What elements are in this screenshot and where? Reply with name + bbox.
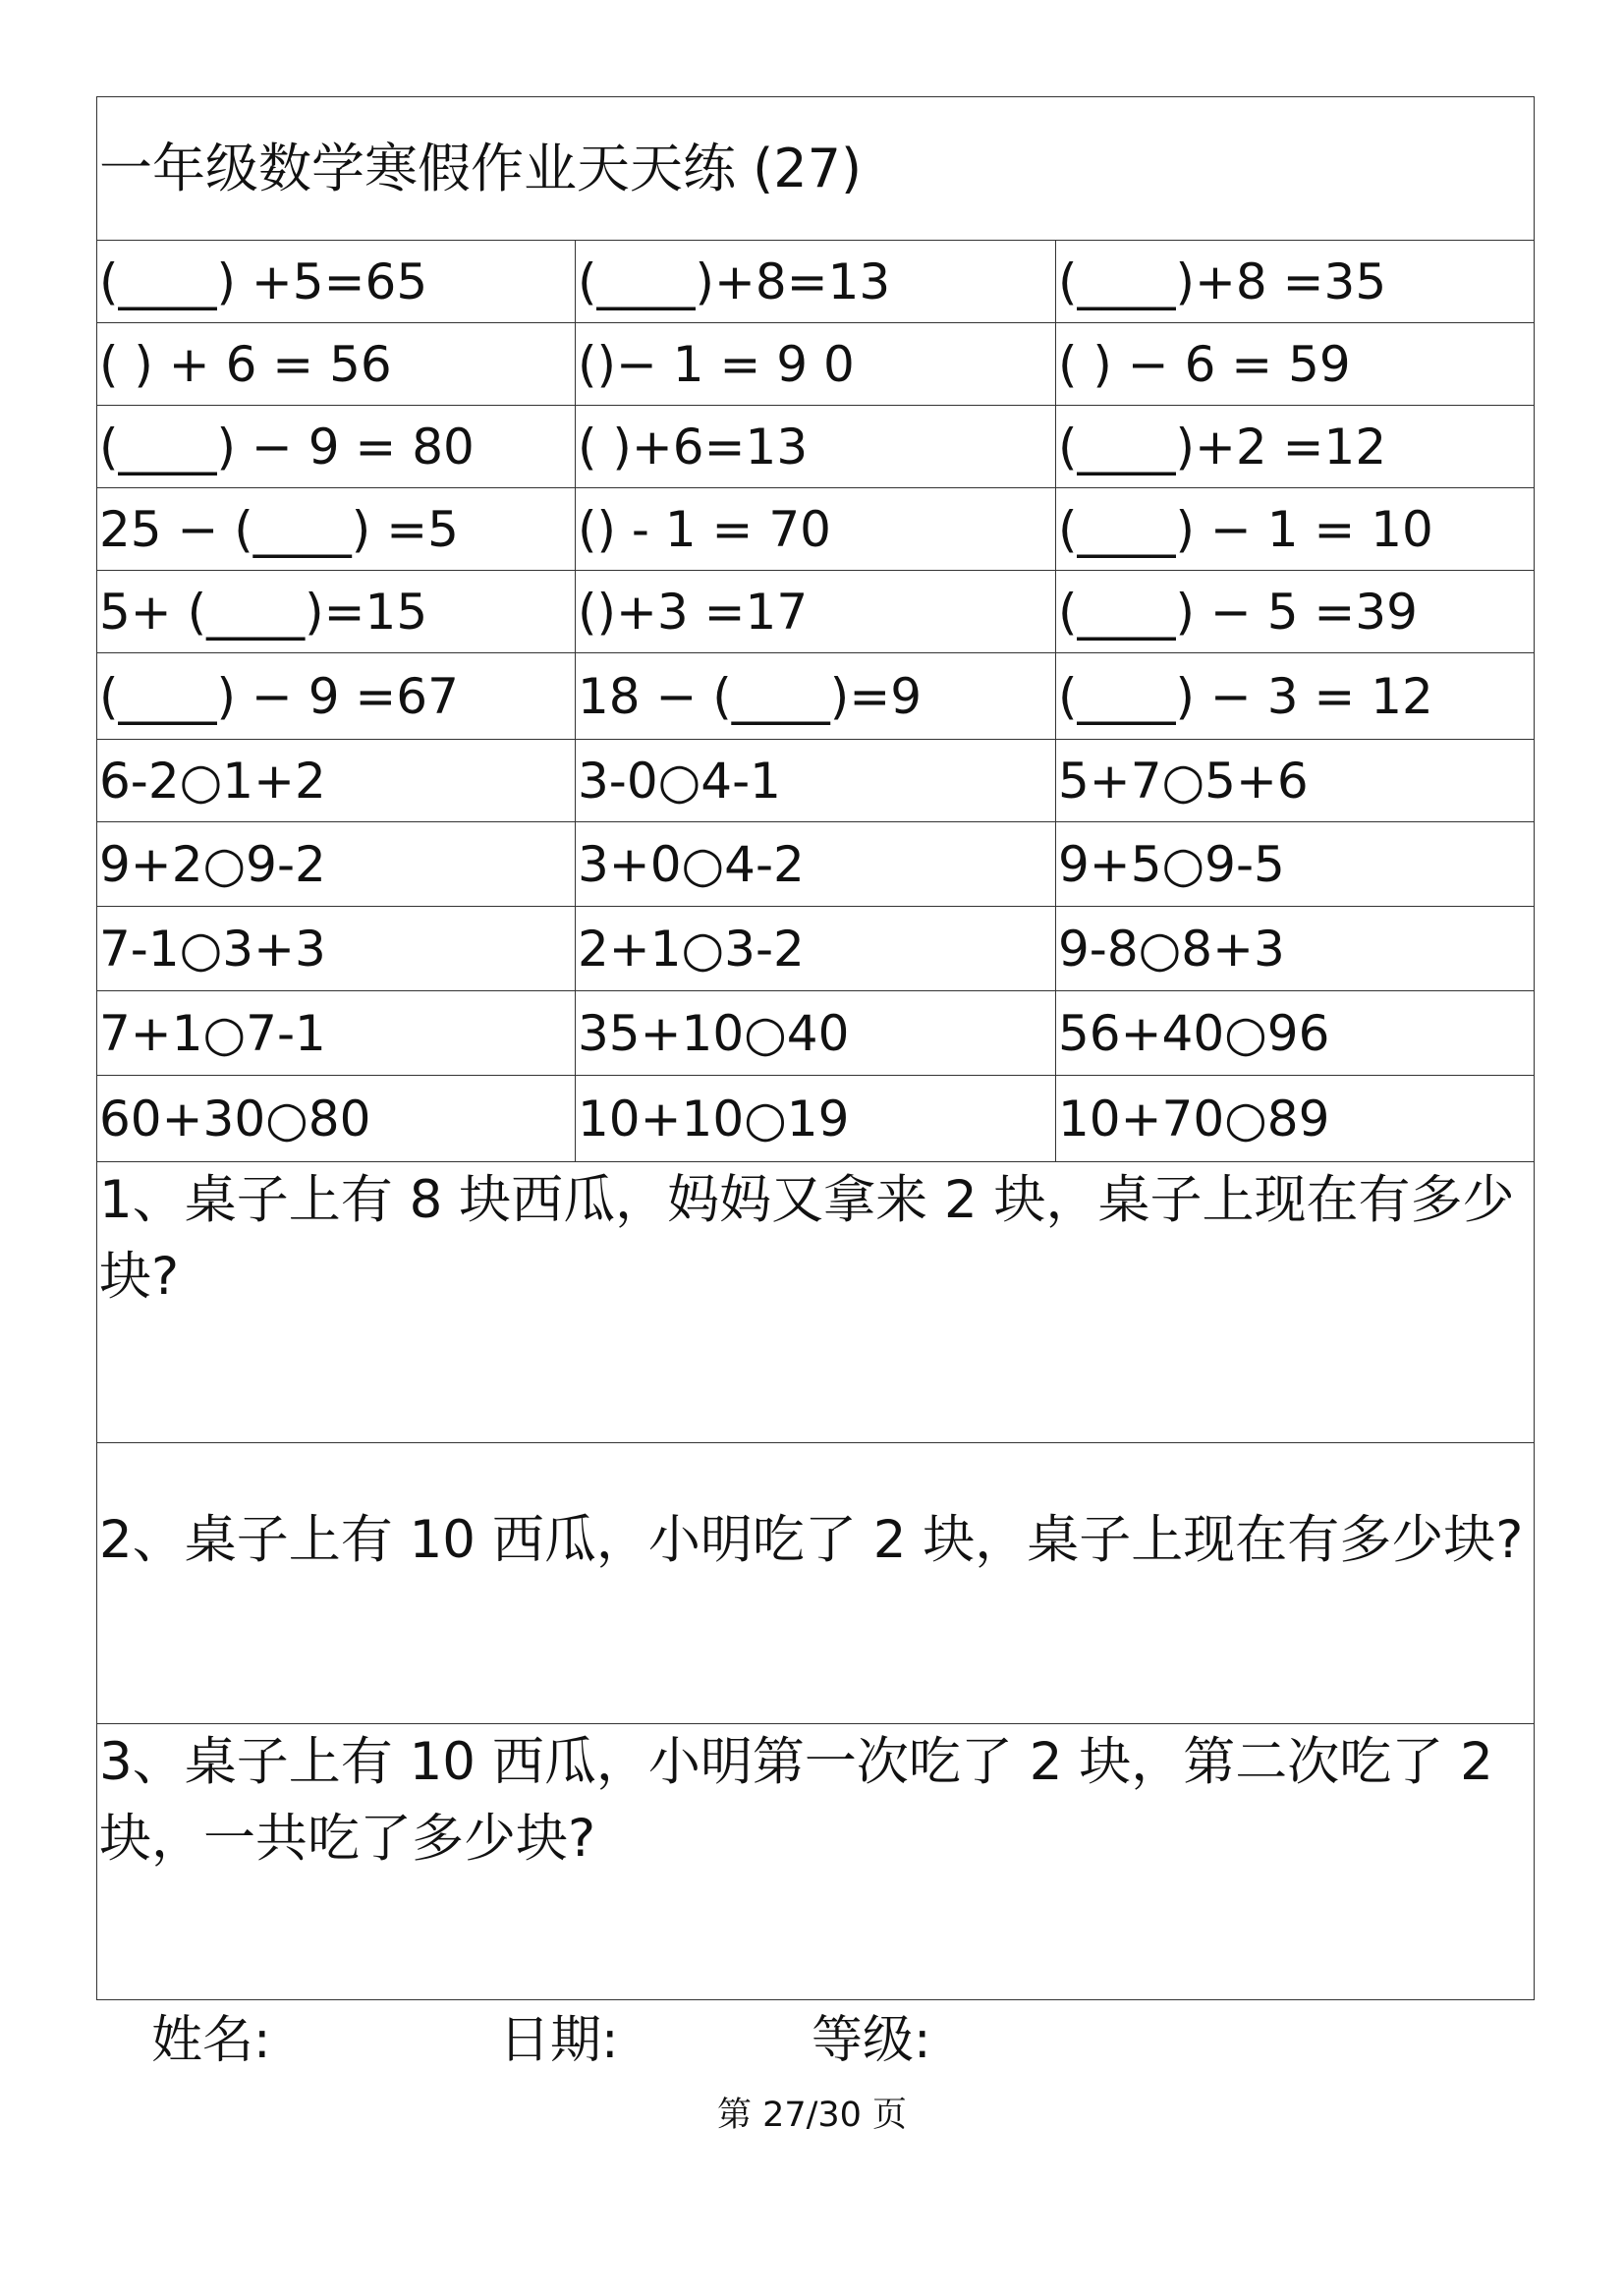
exercise-cell: (____) − 5 =39	[1058, 583, 1418, 641]
exercise-row	[97, 406, 1534, 488]
word-problem-3	[97, 1724, 1534, 1999]
exercise-cell: () - 1 = 70	[576, 488, 1056, 570]
worksheet-table	[96, 96, 1535, 2000]
exercise-cell: 2+1○3-2	[576, 907, 1056, 990]
exercise-cell: 25 − (____) =5	[97, 488, 576, 570]
word-problem-1-text: 1、桌子上有 8 块西瓜，妈妈又拿来 2 块，桌子上现在有多少块?	[99, 1170, 1515, 1307]
exercise-row	[97, 488, 1534, 571]
exercise-cell: 6-2○1+2	[97, 740, 576, 821]
exercise-cell: (____) − 1 = 10	[1058, 500, 1433, 558]
exercise-cell: ( ) + 6 = 56	[97, 323, 576, 405]
exercise-cell: (____) − 9 =67	[97, 653, 576, 739]
exercise-cell: (____) − 9 = 80	[97, 406, 576, 487]
exercise-row	[97, 991, 1534, 1076]
exercise-cell: 10+10○19	[576, 1076, 1056, 1161]
word-problem-2	[97, 1443, 1534, 1724]
exercise-cell: 9+2○9-2	[97, 822, 576, 906]
word-problem-1	[97, 1162, 1534, 1443]
worksheet-title: 一年级数学寒假作业天天练 (27)	[97, 97, 1534, 241]
exercise-row	[97, 323, 1534, 406]
exercise-cell: 7+1○7-1	[97, 991, 576, 1075]
page-number: 第 27/30 页	[716, 2096, 908, 2135]
exercise-cell: (____) +5=65	[97, 241, 576, 322]
word-problem-3-text: 3、桌子上有 10 西瓜，小明第一次吃了 2 块，第二次吃了 2 块，一共吃了多少块?	[99, 1732, 1493, 1869]
exercise-cell: ( )+6=13	[576, 406, 1056, 487]
exercise-cell: 5+7○5+6	[1058, 752, 1309, 810]
exercise-cell: ()− 1 = 9 0	[576, 323, 1056, 405]
grade-label: 等级:	[812, 2011, 931, 2070]
exercise-cell: 10+70○89	[1058, 1090, 1330, 1148]
exercise-row	[97, 740, 1534, 822]
exercise-row	[97, 241, 1534, 323]
exercise-cell: 56+40○96	[1058, 1004, 1330, 1062]
exercise-cell: (____)+2 =12	[1058, 418, 1387, 476]
exercise-cell: 60+30○80	[97, 1076, 576, 1161]
exercise-cell: ( ) − 6 = 59	[1058, 335, 1351, 393]
exercise-row	[97, 822, 1534, 907]
exercise-grid	[97, 241, 1534, 1162]
name-label: 姓名:	[151, 2011, 271, 2070]
exercise-row	[97, 571, 1534, 653]
exercise-cell: 7-1○3+3	[97, 907, 576, 990]
exercise-cell: 18 − (____)=9	[576, 653, 1056, 739]
exercise-row	[97, 653, 1534, 740]
exercise-cell: 3-0○4-1	[576, 740, 1056, 821]
word-problem-2-text: 2、桌子上有 10 西瓜，小明吃了 2 块，桌子上现在有多少块?	[99, 1510, 1524, 1570]
exercise-cell: (____) − 3 = 12	[1058, 667, 1433, 725]
exercise-cell: 3+0○4-2	[576, 822, 1056, 906]
exercise-cell: 9-8○8+3	[1058, 920, 1285, 978]
exercise-cell: 5+ (____)=15	[97, 571, 576, 652]
exercise-cell: 35+10○40	[576, 991, 1056, 1075]
exercise-cell: (____)+8=13	[576, 241, 1056, 322]
exercise-cell: (____)+8 =35	[1058, 252, 1387, 310]
exercise-row	[97, 1076, 1534, 1162]
exercise-cell: ()+3 =17	[576, 571, 1056, 652]
exercise-cell: 9+5○9-5	[1058, 835, 1285, 893]
date-label: 日期:	[499, 2011, 619, 2070]
exercise-row	[97, 907, 1534, 991]
